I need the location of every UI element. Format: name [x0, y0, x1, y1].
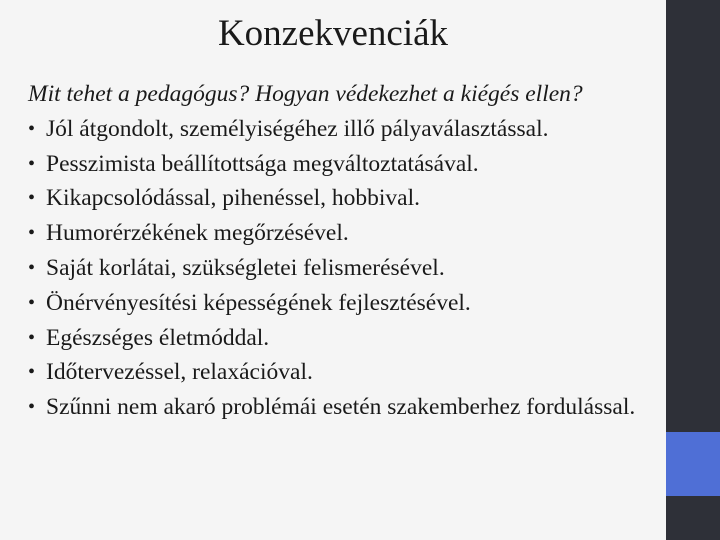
bullet-text: Kikapcsolódással, pihenéssel, hobbival. — [46, 185, 420, 212]
sidebar-accent-block — [666, 432, 720, 496]
bullet-text: Humorérzékének megőrzésével. — [46, 220, 349, 247]
bullet-list — [28, 112, 650, 425]
bullet-text: Pesszimista beállítottsága megváltoztatásával. — [46, 150, 479, 177]
bullet-icon: • — [28, 222, 36, 245]
bullet-icon: • — [28, 326, 36, 349]
bullet-item — [28, 321, 650, 356]
bullet-icon: • — [28, 256, 36, 279]
intro-question: Mit tehet a pedagógus? Hogyan védekezhet a kiégés ellen? — [28, 81, 583, 107]
bullet-icon: • — [28, 361, 36, 384]
bullet-icon: • — [28, 396, 36, 419]
bullet-icon: • — [28, 291, 36, 314]
bullet-text: Önérvényesítési képességének fejlesztésével. — [46, 289, 471, 316]
bullet-icon: • — [28, 187, 36, 210]
bullet-item — [28, 112, 650, 147]
bullet-text: Jól átgondolt, személyiségéhez illő pályaválasztással. — [46, 115, 549, 142]
bullet-icon: • — [28, 152, 36, 175]
bullet-item — [28, 355, 650, 390]
bullet-item — [28, 286, 650, 321]
bullet-item — [28, 147, 650, 182]
bullet-text: Szűnni nem akaró problémái esetén szakemberhez fordulással. — [46, 394, 636, 421]
bullet-item — [28, 390, 650, 425]
slide-title: Konzekvenciák — [217, 13, 449, 54]
bullet-item — [28, 251, 650, 286]
bullet-text: Egészséges életmóddal. — [46, 324, 270, 351]
bullet-item — [28, 216, 650, 251]
slide-body — [28, 77, 650, 425]
bullet-text: Időtervezéssel, relaxációval. — [46, 359, 313, 386]
bullet-icon: • — [28, 117, 36, 140]
bullet-item — [28, 181, 650, 216]
bullet-text: Saját korlátai, szükségletei felismerésével. — [46, 254, 445, 281]
